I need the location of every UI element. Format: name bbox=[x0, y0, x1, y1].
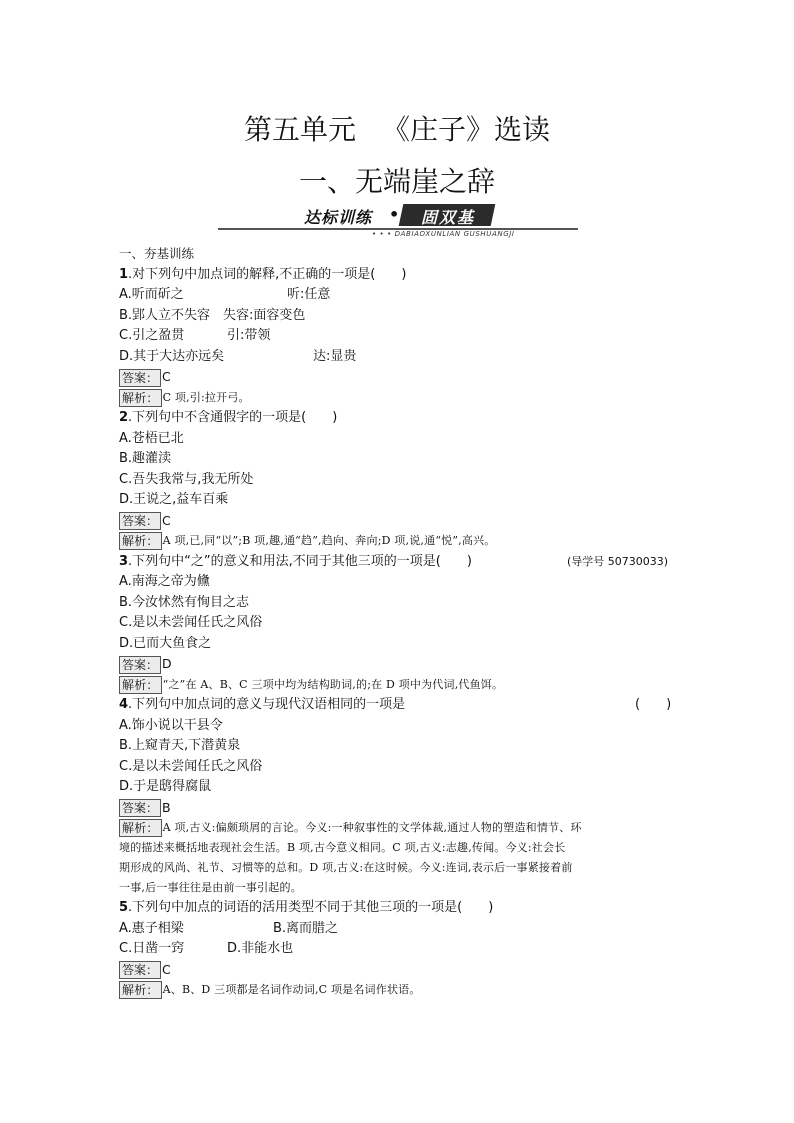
analysis-text: A 项,古义:偏颇琐屑的言论。今义:一种叙事性的文学体裁,通过人物的塑造和情节、环 bbox=[162, 821, 582, 834]
analysis-tag: 解析： bbox=[119, 676, 162, 694]
question-number: 5 bbox=[119, 900, 129, 915]
answer-value: B bbox=[162, 799, 171, 815]
question-number: 2 bbox=[119, 410, 129, 425]
banner-dot: • bbox=[389, 205, 400, 224]
section-banner bbox=[218, 203, 578, 239]
question-4-analysis-line-4: 一事,后一事往往是由前一事引起的。 bbox=[119, 881, 302, 894]
option-a: A.惠子相梁 bbox=[119, 920, 184, 936]
question-4-option-b: B.上窥青天,下潜黄泉 bbox=[119, 738, 241, 753]
question-4-answer bbox=[119, 798, 675, 819]
question-1-option-d bbox=[119, 347, 675, 368]
exercise-content bbox=[119, 244, 675, 1001]
question-1-option-b: B.郢人立不失容 失容:面容变色 bbox=[119, 307, 306, 323]
question-3-answer bbox=[119, 654, 675, 675]
question-5-answer bbox=[119, 960, 675, 981]
answer-value: C bbox=[162, 961, 171, 977]
answer-value: C bbox=[162, 369, 171, 384]
analysis-text: A 项,已,同“以”;B 项,趣,通“趋”,趋向、奔向;D 项,说,通“悦”,高兴。 bbox=[162, 534, 496, 547]
question-4-option-c: C.是以未尝闻任氏之风俗 bbox=[119, 758, 263, 774]
question-3-option-b: B.今汝怵然有恂目之志 bbox=[119, 594, 250, 610]
question-3-stem bbox=[119, 552, 675, 573]
analysis-text: C 项,引:拉开弓。 bbox=[162, 390, 250, 404]
analysis-text: A、B、D 三项都是名词作动词,C 项是名词作状语。 bbox=[162, 983, 421, 996]
analysis-tag: 解析： bbox=[119, 532, 162, 550]
question-2-option-c: C.吾失我常与,我无所处 bbox=[119, 471, 254, 487]
answer-value: D bbox=[162, 656, 172, 671]
question-5-stem bbox=[119, 898, 675, 919]
lesson-title: 一、无端崖之辞 bbox=[298, 165, 495, 198]
question-2-stem bbox=[119, 408, 675, 429]
question-text: .下列句中“之”的意义和用法,不同于其他三项的一项是( ) bbox=[128, 553, 472, 569]
question-number: 1 bbox=[119, 266, 129, 282]
book-title: 《庄子》选读 bbox=[382, 113, 551, 146]
option-text: C.引之盈贯 bbox=[119, 328, 185, 343]
banner-left-text: 达标训练 bbox=[304, 208, 373, 227]
question-5-options-cd bbox=[119, 939, 675, 960]
analysis-tag: 解析： bbox=[119, 389, 162, 407]
question-1-answer bbox=[119, 367, 675, 388]
question-1-stem bbox=[119, 265, 675, 286]
answer-tag: 答案： bbox=[119, 799, 161, 817]
answer-value: C bbox=[162, 512, 171, 528]
answer-paren: ( ) bbox=[635, 697, 672, 712]
option-text: A.听而斫之 bbox=[119, 287, 184, 302]
answer-tag: 答案： bbox=[119, 961, 161, 979]
question-text: .下列句中加点的词语的活用类型不同于其他三项的一项是( ) bbox=[128, 900, 494, 915]
banner-right-text: 固双基 bbox=[420, 208, 475, 227]
option-d: D.非能水也 bbox=[227, 941, 294, 956]
question-1-analysis bbox=[119, 388, 675, 409]
unit-label: 第五单元 bbox=[243, 113, 356, 146]
question-text: .对下列句中加点词的解释,不正确的一项是( ) bbox=[128, 266, 407, 282]
answer-tag: 答案： bbox=[119, 369, 161, 387]
question-2-answer bbox=[119, 511, 675, 532]
question-4-stem bbox=[119, 695, 675, 716]
question-4-analysis-line-3: 期形成的风尚、礼节、习惯等的总和。D 项,古义:在这时候。今义:连词,表示后一事紧接着前 bbox=[119, 861, 573, 874]
option-note: 听:任意 bbox=[287, 287, 331, 302]
banner-pinyin: • • • DABIAOXUNLIAN GUSHUANGJI bbox=[372, 230, 515, 238]
option-c: C.日凿一窍 bbox=[119, 941, 185, 956]
question-4-option-a: A.饰小说以干县令 bbox=[119, 717, 223, 733]
section-heading: 一、夯基训练 bbox=[119, 246, 195, 261]
analysis-text: “之”在 A、B、C 三项中均为结构助词,的;在 D 项中为代词,代鱼饵。 bbox=[162, 677, 504, 691]
question-number: 3 bbox=[119, 553, 129, 569]
question-3-option-d: D.已而大鱼食之 bbox=[119, 635, 212, 651]
option-note: 引:带领 bbox=[227, 328, 271, 343]
unit-title bbox=[0, 108, 794, 148]
analysis-tag: 解析： bbox=[119, 981, 162, 999]
question-3-analysis bbox=[119, 675, 675, 696]
question-4-analysis bbox=[119, 818, 675, 838]
question-text: .下列句中加点词的意义与现代汉语相同的一项是 bbox=[128, 697, 406, 712]
question-5-analysis bbox=[119, 980, 675, 1001]
answer-tag: 答案： bbox=[119, 656, 161, 674]
option-text: D.其于大达亦远矣 bbox=[119, 348, 225, 364]
question-2-option-b: B.趣灌渎 bbox=[119, 451, 172, 466]
question-1-option-a bbox=[119, 285, 675, 306]
question-2-option-a: A.苍梧已北 bbox=[119, 430, 184, 446]
question-5-options-ab bbox=[119, 919, 675, 940]
option-b: B.离而腊之 bbox=[273, 920, 339, 936]
answer-tag: 答案： bbox=[119, 512, 161, 530]
question-number: 4 bbox=[119, 697, 129, 712]
question-3-option-a: A.南海之帝为儵 bbox=[119, 574, 210, 589]
question-2-analysis bbox=[119, 531, 675, 552]
question-3-option-c: C.是以未尝闻任氏之风俗 bbox=[119, 615, 263, 630]
option-note: 达:显贵 bbox=[313, 348, 357, 364]
question-text: .下列句中不含通假字的一项是( ) bbox=[128, 410, 338, 425]
question-4-option-d: D.于是鸱得腐鼠 bbox=[119, 779, 212, 794]
analysis-tag: 解析： bbox=[119, 819, 162, 837]
guide-number: (导学号 50730033) bbox=[567, 554, 669, 568]
question-4-analysis-line-2: 境的描述来概括地表现社会生活。B 项,古今意义相同。C 项,古义:志趣,传闻。今义:社会长 bbox=[119, 841, 566, 854]
question-2-option-d: D.王说之,益车百乘 bbox=[119, 492, 229, 507]
question-1-option-c bbox=[119, 326, 675, 347]
